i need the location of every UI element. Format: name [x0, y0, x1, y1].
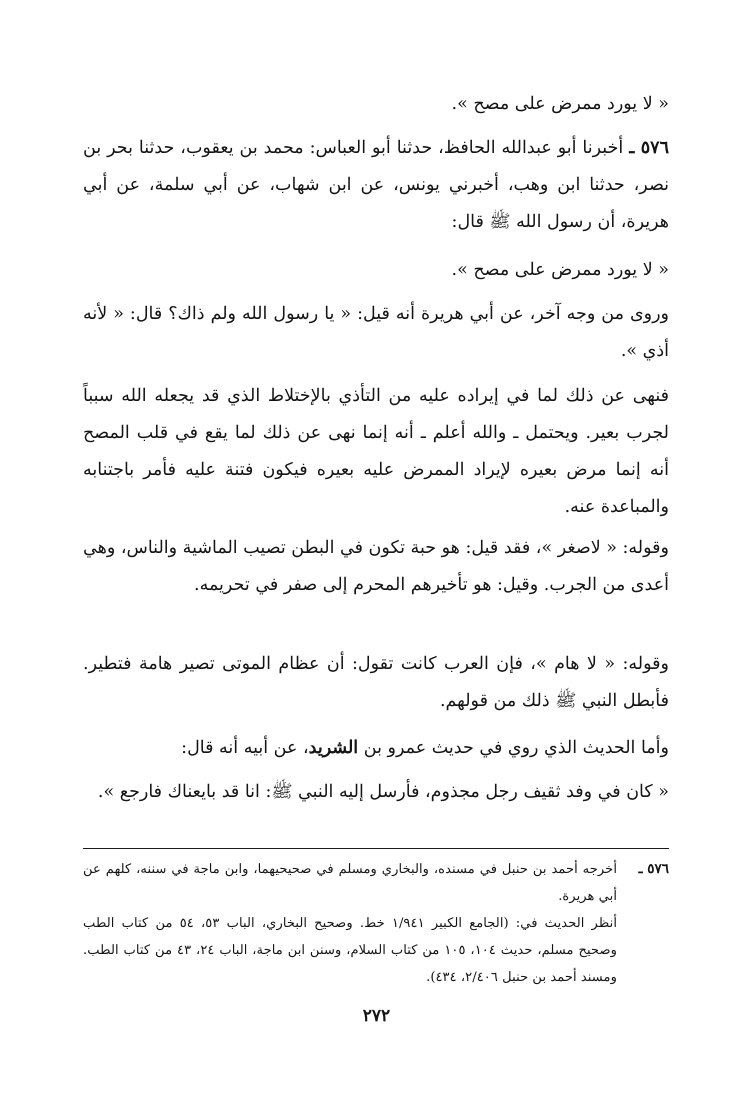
footnote-number: ٥٧٦ ـ — [638, 861, 669, 877]
footnote-divider — [83, 848, 669, 849]
thaqif-hadith-quote: « كان في وفد ثقيف رجل مجذوم، فأرسل إليه النبي ﷺ: انا قد بايعناك فارجع ». — [97, 782, 669, 802]
footnote-text — [83, 856, 617, 991]
sharid-name: الشريد — [308, 738, 359, 758]
footnote — [83, 856, 669, 991]
footnote-line-2: أنظر الحديث في: (الجامع الكبير ١/٩٤١ خط. وصحيح البخاري، الباب ٥٣، ٥٤ من كتاب الطب وصحيح مسلم، حديث ١٠٤، ١٠٥ من كتاب السلام، وسنن ابن ماجة، الباب ٢٤، ٤٣ من كتاب الطب. ومسند أحمد بن حنبل ٢/٤٠٦، ٤٣٤). — [83, 916, 618, 985]
sharid-text-after: ، عن أبيه أنه قال: — [181, 738, 309, 758]
hadith-number: ٥٧٦ ـ — [629, 138, 669, 158]
sharid-text-before: وأما الحديث الذي روي في حديث عمرو بن — [363, 738, 669, 758]
hadith-quote-2: « لا يورد ممرض على مصح ». — [451, 260, 669, 280]
footnote-line-1: أخرجه أحمد بن حنبل في مسنده، والبخاري ومسلم في صحيحيهما، وابن ماجة في سننه، كلهم عن أبي هريرة. — [83, 862, 617, 904]
hama-paragraph: وقوله: « لا هام »، فإن العرب كانت تقول: أن عظام الموتى تصير هامة فتطير. فأبطل النبي ﷺ ذلك من قولهم. — [83, 654, 669, 711]
sharid-paragraph — [83, 730, 669, 767]
safar-paragraph: وقوله: « لاصغر »، فقد قيل: هو حبة تكون في البطن تصيب الماشية والناس، وهي أعدى من الجرب. وقيل: هو تأخيرهم المحرم إلى صفر في تحريمه. — [83, 538, 669, 595]
hadith-576-text: أخبرنا أبو عبدالله الحافظ، حدثنا أبو العباس: محمد بن يعقوب، حدثنا بحر بن نصر، حدثنا ابن وهب، أخبرني يونس، عن ابن شهاب، عن أبي سلمة، عن أبي هريرة، أن رسول الله ﷺ قال: — [83, 138, 669, 232]
hadith-quote-1: « لا يورد ممرض على مصح ». — [451, 94, 669, 114]
hadith-576-chain — [83, 130, 669, 241]
explanation-paragraph: فنهى عن ذلك لما في إيراده عليه من التأذي بالإختلاط الذي قد يجعله الله سبباً لجرب بعير. ويحتمل ـ والله أعلم ـ أنه إنما نهى عن ذلك لما يقع في قلب المصح أنه إنما مرض بعيره لإيراد الممرض عليه بعيره فيكون فتنة عليه فأمر باجتنابه والمباعدة عنه. — [83, 386, 669, 517]
narration-paragraph: وروى من وجه آخر، عن أبي هريرة أنه قيل: « يا رسول الله ولم ذاك؟ قال: « لأنه أذي ». — [83, 304, 669, 361]
page-number: ٢٧٢ — [362, 1006, 391, 1026]
